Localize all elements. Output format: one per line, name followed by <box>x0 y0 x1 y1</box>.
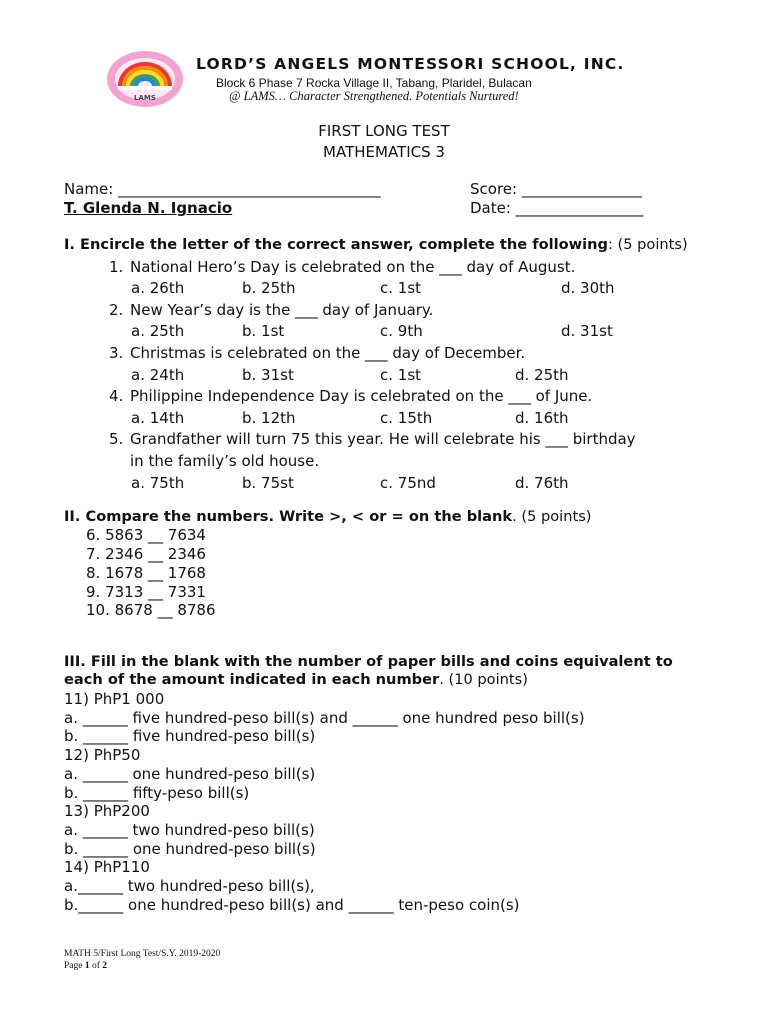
item-13a: a. ______ two hundred-peso bill(s) <box>64 821 315 839</box>
option-1c: c. 1st <box>380 279 422 297</box>
item-13-amount: 13) PhP200 <box>64 802 150 820</box>
item-13b: b. ______ one hundred-peso bill(s) <box>64 840 316 858</box>
item-14-amount: 14) PhP110 <box>64 858 150 876</box>
option-3b: b. 31st <box>242 366 294 384</box>
option-4a: a. 14th <box>131 409 185 427</box>
compare-item-6: 6. 5863 __ 7634 <box>86 526 206 544</box>
teacher-name: T. Glenda N. Ignacio <box>64 199 233 217</box>
section-3-instruction-line2: each of the amount indicated in each number. (10 points) <box>64 671 528 688</box>
option-4c: c. 15th <box>380 409 433 427</box>
item-11-amount: 11) PhP1 000 <box>64 690 165 708</box>
question-5: 5. Grandfather will turn 75 this year. He will celebrate his ___ birthday <box>109 430 636 448</box>
option-5a: a. 75th <box>131 474 185 492</box>
footer-course: MATH 5/First Long Test/S.Y. 2019-2020 <box>64 949 221 959</box>
compare-item-9: 9. 7313 __ 7331 <box>86 583 206 601</box>
option-1a: a. 26th <box>131 279 185 297</box>
section-1-instruction: I. Encircle the letter of the correct answer, complete the following: (5 points) <box>64 236 688 253</box>
school-logo <box>106 50 184 108</box>
option-3a: a. 24th <box>131 366 185 384</box>
question-4: 4. Philippine Independence Day is celebrated on the ___ of June. <box>109 387 593 405</box>
subject-title: MATHEMATICS 3 <box>323 143 445 161</box>
option-1b: b. 25th <box>242 279 296 297</box>
option-4d: d. 16th <box>515 409 569 427</box>
school-name: LORD’S ANGELS MONTESSORI SCHOOL, INC. <box>196 55 625 73</box>
option-2c: c. 9th <box>380 322 423 340</box>
school-motto: @ LAMS… Character Strengthened. Potentials Nurtured! <box>229 89 519 103</box>
question-5-continued: in the family’s old house. <box>130 452 320 470</box>
section-2-instruction: II. Compare the numbers. Write >, < or = on the blank. (5 points) <box>64 508 592 525</box>
option-4b: b. 12th <box>242 409 296 427</box>
option-5c: c. 75nd <box>380 474 436 492</box>
school-address: Block 6 Phase 7 Rocka Village II, Tabang, Plaridel, Bulacan <box>216 76 532 90</box>
question-1: 1. National Hero’s Day is celebrated on the ___ day of August. <box>109 258 576 276</box>
item-11a: a. ______ five hundred-peso bill(s) and ______ one hundred peso bill(s) <box>64 709 585 727</box>
option-2a: a. 25th <box>131 322 185 340</box>
question-3: 3. Christmas is celebrated on the ___ day of December. <box>109 344 526 362</box>
name-field: Name: ___________________________________ <box>64 180 381 198</box>
question-2: 2. New Year’s day is the ___ day of January. <box>109 301 434 319</box>
item-14b: b.______ one hundred-peso bill(s) and ______ ten-peso coin(s) <box>64 896 520 914</box>
compare-item-8: 8. 1678 __ 1768 <box>86 564 206 582</box>
option-5b: b. 75st <box>242 474 294 492</box>
score-field: Score: ________________ <box>470 180 642 198</box>
test-title: FIRST LONG TEST <box>318 122 450 140</box>
item-12-amount: 12) PhP50 <box>64 746 141 764</box>
item-12a: a. ______ one hundred-peso bill(s) <box>64 765 316 783</box>
item-14a: a.______ two hundred-peso bill(s), <box>64 877 315 895</box>
item-11b: b. ______ five hundred-peso bill(s) <box>64 727 316 745</box>
date-field: Date: _________________ <box>470 199 644 217</box>
footer-page: Page 1 of 2 <box>64 961 108 971</box>
option-2d: d. 31st <box>561 322 613 340</box>
section-3-instruction-line1: III. Fill in the blank with the number of paper bills and coins equivalent to <box>64 653 673 670</box>
option-2b: b. 1st <box>242 322 285 340</box>
compare-item-10: 10. 8678 __ 8786 <box>86 601 216 619</box>
option-3c: c. 1st <box>380 366 422 384</box>
option-3d: d. 25th <box>515 366 569 384</box>
compare-item-7: 7. 2346 __ 2346 <box>86 545 206 563</box>
option-1d: d. 30th <box>561 279 615 297</box>
option-5d: d. 76th <box>515 474 569 492</box>
svg-text:LAMS: LAMS <box>134 94 156 102</box>
item-12b: b. ______ fifty-peso bill(s) <box>64 784 250 802</box>
